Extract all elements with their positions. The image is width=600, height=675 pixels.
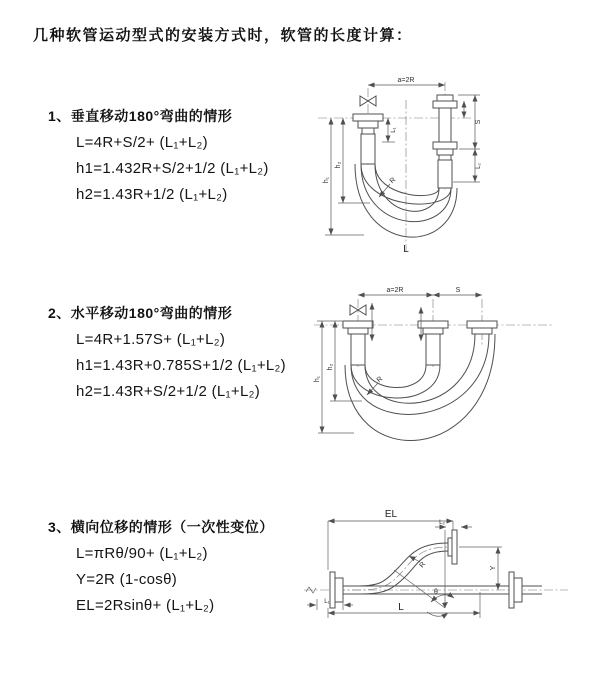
dim-label-l1-left: L₁ (324, 598, 330, 605)
braided-hose-section (351, 334, 365, 365)
dim-label-l: L (398, 602, 404, 613)
dim-label-h2: h₂ (335, 161, 342, 169)
dim-label-h1: h₁ (314, 375, 321, 383)
dim-label-width: a=2R (386, 287, 404, 294)
dimensions (314, 287, 482, 433)
braided-hose-section (438, 160, 452, 188)
diagram-horizontal-180 (308, 283, 562, 457)
formula-h2: h2=1.43R+1/2 (L₁+L₂) (76, 186, 228, 203)
diagram-lateral-displacement (296, 500, 594, 652)
break-mark (306, 587, 316, 593)
radius-label: R (375, 375, 385, 385)
dimensions (323, 77, 482, 255)
length-label: L (403, 244, 409, 255)
page-title: 几种软管运动型式的安装方式时，软管的长度计算： (33, 27, 413, 44)
formula-length: L=4R+S/2+ (L₁+L₂) (76, 134, 208, 151)
formula-length: L=πRθ/90+ (L₁+L₂) (76, 545, 208, 562)
radius-label: R (388, 176, 398, 186)
dim-label-l2-top: L₂ (439, 519, 445, 526)
angle-label: θ (434, 589, 438, 596)
dim-label-width: a=2R (397, 77, 415, 84)
formula-h2: h2=1.43R+S/2+1/2 (L₁+L₂) (76, 383, 261, 400)
dim-label-y: Y (490, 565, 497, 571)
dim-label-s: S (475, 119, 482, 125)
section-vertical-180 (48, 106, 318, 208)
formula-y: Y=2R (1-cosθ) (76, 571, 178, 588)
braided-hose-section (361, 134, 375, 164)
diagram-vertical-180 (312, 70, 562, 270)
section-1-heading: 1、垂直移动180°弯曲的情形 (48, 108, 233, 124)
formula-h1: h1=1.43R+0.785S+1/2 (L₁+L₂) (76, 357, 286, 374)
braided-hose-section (426, 334, 440, 365)
fittings (353, 95, 457, 188)
section-3-heading: 3、横向位移的情形（一次性变位） (48, 519, 274, 535)
section-horizontal-180 (48, 303, 318, 405)
dim-label-h1: h₁ (323, 176, 330, 184)
dim-label-l1: L₁ (390, 127, 397, 133)
section-2-heading: 2、水平移动180°弯曲的情形 (48, 305, 233, 321)
dim-label-l2: L₂ (475, 163, 482, 169)
formula-length: L=4R+1.57S+ (L₁+L₂) (76, 331, 226, 348)
fittings (343, 305, 497, 365)
hose-curves (345, 334, 495, 441)
formula-el: EL=2Rsinθ+ (L₁+L₂) (76, 597, 215, 614)
dim-label-s: S (455, 287, 461, 294)
radius-label: R (418, 560, 428, 570)
dim-label-el: EL (384, 509, 398, 520)
section-lateral-displacement (48, 517, 318, 619)
dim-label-h2: h₂ (327, 363, 334, 371)
formula-h1: h1=1.432R+S/2+1/2 (L₁+L₂) (76, 160, 269, 177)
